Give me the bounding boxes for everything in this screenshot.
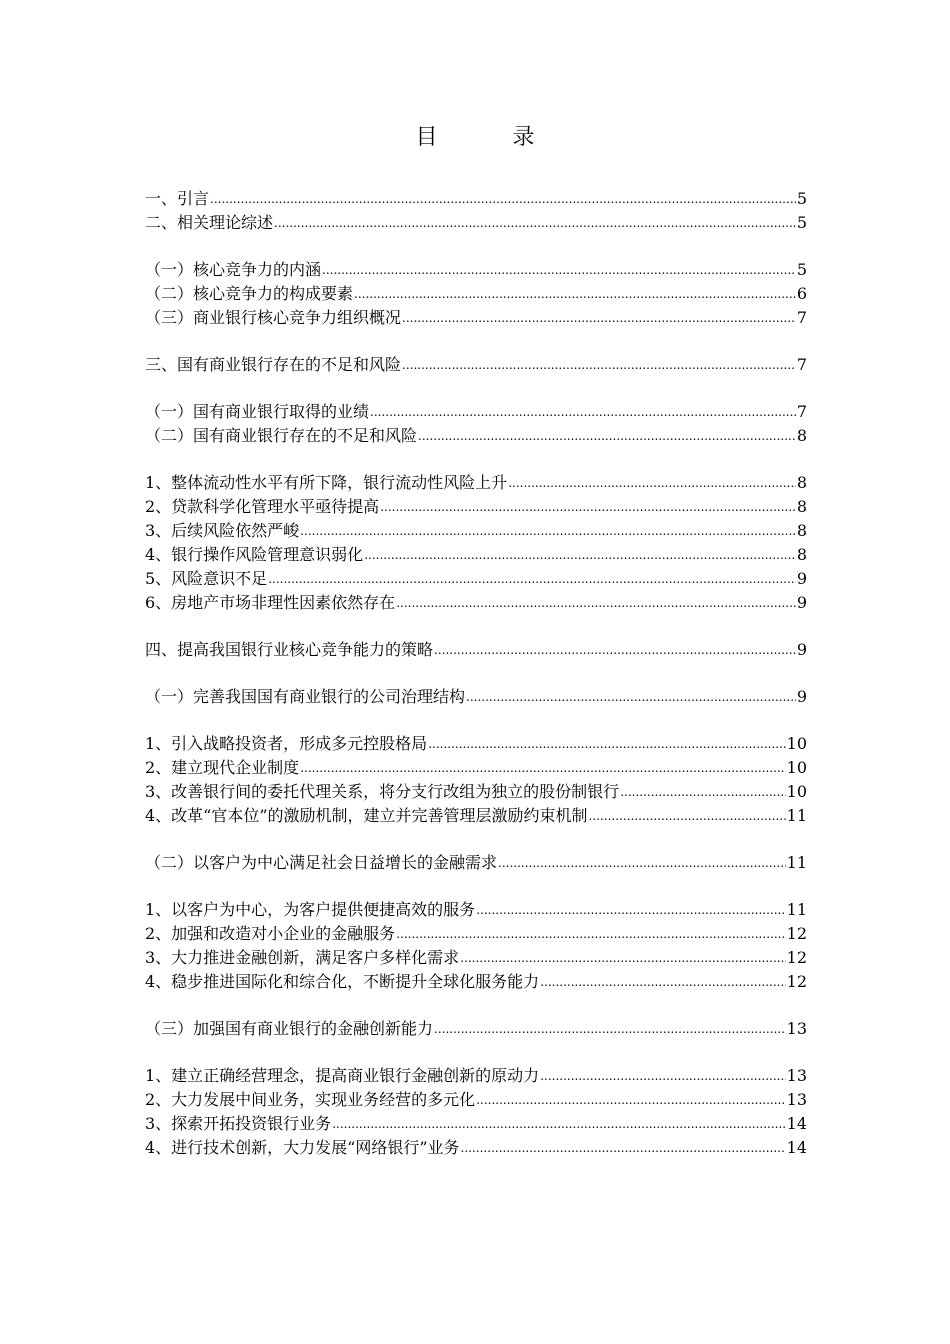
toc-dot-leader	[300, 523, 796, 539]
toc-dot-leader	[620, 784, 785, 800]
toc-dot-leader	[460, 950, 785, 966]
toc-entry-label: 一、引言	[145, 189, 210, 208]
toc-entry-page-number: 13	[786, 1019, 807, 1038]
toc-entry[interactable]	[145, 565, 807, 589]
toc-entry[interactable]	[145, 351, 807, 375]
toc-entry-page-number: 5	[796, 213, 807, 232]
toc-dot-leader	[332, 1116, 785, 1132]
toc-entry[interactable]	[145, 754, 807, 778]
toc-entry-page-number: 13	[786, 1066, 807, 1085]
toc-entry[interactable]	[145, 517, 807, 541]
toc-entry-label: 3、后续风险依然严峻	[145, 521, 300, 540]
toc-entry[interactable]	[145, 636, 807, 660]
toc-entry[interactable]	[145, 1015, 807, 1039]
toc-entry-label: 4、银行操作风险管理意识弱化	[145, 545, 364, 564]
toc-entry-label: 四、提高我国银行业核心竞争能力的策略	[145, 640, 434, 659]
toc-entry-label: （一）国有商业银行取得的业绩	[145, 402, 370, 421]
toc-entry[interactable]	[145, 730, 807, 754]
toc-entry-page-number: 11	[786, 806, 807, 825]
toc-entry[interactable]	[145, 589, 807, 613]
toc-dot-leader	[498, 855, 786, 871]
toc-entry-page-number: 12	[786, 924, 807, 943]
toc-entry-label: 1、整体流动性水平有所下降，银行流动性风险上升	[145, 473, 508, 492]
toc-entry[interactable]	[145, 422, 807, 446]
toc-dot-leader	[274, 215, 796, 231]
toc-entry-page-number: 11	[786, 900, 807, 919]
toc-entry-label: 3、大力推进金融创新，满足客户多样化需求	[145, 948, 460, 967]
toc-dot-leader	[402, 357, 796, 373]
toc-dot-leader	[476, 902, 785, 918]
toc-dot-leader	[589, 808, 786, 824]
toc-entry-label: 2、建立现代企业制度	[145, 758, 300, 777]
toc-entry-label: 2、加强和改造对小企业的金融服务	[145, 924, 396, 943]
toc-entry-page-number: 11	[786, 853, 807, 872]
toc-entry-label: 6、房地产市场非理性因素依然存在	[145, 593, 396, 612]
toc-entry-page-number: 12	[786, 972, 807, 991]
toc-dot-leader	[540, 1068, 785, 1084]
toc-dot-leader	[428, 736, 785, 752]
toc-dot-leader	[210, 191, 796, 207]
toc-entry-label: 3、探索开拓投资银行业务	[145, 1114, 332, 1133]
toc-dot-leader	[418, 428, 796, 444]
toc-entry[interactable]	[145, 968, 807, 992]
toc-entry[interactable]	[145, 398, 807, 422]
toc-dot-leader	[461, 1140, 786, 1156]
toc-entry[interactable]	[145, 1062, 807, 1086]
toc-entry[interactable]	[145, 944, 807, 968]
toc-entry-page-number: 8	[796, 497, 807, 516]
toc-entry-label: 1、建立正确经营理念，提高商业银行金融创新的原动力	[145, 1066, 540, 1085]
toc-entry-page-number: 13	[786, 1090, 807, 1109]
toc-dot-leader	[380, 499, 796, 515]
toc-entry[interactable]	[145, 185, 807, 209]
toc-entry-page-number: 12	[786, 948, 807, 967]
toc-entry[interactable]	[145, 1134, 807, 1158]
toc-entry-page-number: 8	[796, 473, 807, 492]
toc-entry-page-number: 8	[796, 545, 807, 564]
toc-entry-label: 三、国有商业银行存在的不足和风险	[145, 355, 402, 374]
toc-dot-leader	[354, 286, 796, 302]
toc-entry-label: （一）核心竞争力的内涵	[145, 260, 322, 279]
toc-entry-page-number: 9	[796, 640, 807, 659]
toc-entry-label: 4、改革“官本位”的激励机制，建立并完善管理层激励约束机制	[145, 806, 588, 825]
toc-dot-leader	[466, 689, 796, 705]
toc-entry-page-number: 8	[796, 521, 807, 540]
toc-entry-label: （二）国有商业银行存在的不足和风险	[145, 426, 418, 445]
toc-entry-page-number: 9	[796, 569, 807, 588]
toc-dot-leader	[268, 571, 796, 587]
toc-entry[interactable]	[145, 469, 807, 493]
toc-entry-page-number: 10	[786, 782, 807, 801]
toc-entry[interactable]	[145, 1086, 807, 1110]
toc-entry-label: （三）加强国有商业银行的金融创新能力	[145, 1019, 434, 1038]
toc-entry-label: 4、进行技术创新，大力发展“网络银行”业务	[145, 1138, 460, 1157]
toc-entry-page-number: 5	[796, 260, 807, 279]
table-of-contents	[145, 185, 807, 1158]
toc-entry-page-number: 6	[796, 284, 807, 303]
toc-dot-leader	[300, 760, 785, 776]
toc-entry[interactable]	[145, 849, 807, 873]
toc-entry-label: （二）以客户为中心满足社会日益增长的金融需求	[145, 853, 498, 872]
toc-entry-page-number: 7	[796, 355, 807, 374]
toc-entry-label: （一）完善我国国有商业银行的公司治理结构	[145, 687, 466, 706]
toc-entry-page-number: 14	[786, 1114, 807, 1133]
toc-entry[interactable]	[145, 683, 807, 707]
toc-entry-label: 1、引入战略投资者，形成多元控股格局	[145, 734, 428, 753]
toc-entry-label: （三）商业银行核心竞争力组织概况	[145, 308, 402, 327]
toc-entry[interactable]	[145, 209, 807, 233]
toc-entry[interactable]	[145, 493, 807, 517]
toc-entry-page-number: 5	[796, 189, 807, 208]
toc-dot-leader	[396, 595, 796, 611]
page-title: 目 录	[415, 125, 569, 150]
toc-entry-page-number: 10	[786, 758, 807, 777]
toc-dot-leader	[434, 1021, 786, 1037]
toc-entry[interactable]	[145, 802, 807, 826]
toc-entry-page-number: 7	[796, 308, 807, 327]
toc-entry[interactable]	[145, 778, 807, 802]
toc-dot-leader	[396, 926, 785, 942]
toc-entry-label: 4、稳步推进国际化和综合化，不断提升全球化服务能力	[145, 972, 540, 991]
toc-entry[interactable]	[145, 256, 807, 280]
toc-entry-label: 2、贷款科学化管理水平亟待提高	[145, 497, 380, 516]
toc-entry[interactable]	[145, 920, 807, 944]
toc-entry-page-number: 9	[796, 687, 807, 706]
toc-entry[interactable]	[145, 896, 807, 920]
toc-entry[interactable]	[145, 280, 807, 304]
toc-dot-leader	[508, 475, 796, 491]
toc-dot-leader	[402, 310, 796, 326]
toc-dot-leader	[434, 642, 796, 658]
toc-entry-page-number: 7	[796, 402, 807, 421]
toc-entry-page-number: 8	[796, 426, 807, 445]
toc-dot-leader	[364, 547, 796, 563]
toc-entry-label: 1、以客户为中心，为客户提供便捷高效的服务	[145, 900, 476, 919]
toc-entry[interactable]	[145, 304, 807, 328]
toc-entry-page-number: 9	[796, 593, 807, 612]
toc-entry-label: 5、风险意识不足	[145, 569, 268, 588]
toc-dot-leader	[540, 974, 785, 990]
toc-dot-leader	[370, 404, 796, 420]
toc-entry[interactable]	[145, 1110, 807, 1134]
toc-dot-leader	[476, 1092, 785, 1108]
toc-entry-label: （二）核心竞争力的构成要素	[145, 284, 354, 303]
toc-entry-label: 2、大力发展中间业务，实现业务经营的多元化	[145, 1090, 476, 1109]
toc-entry-page-number: 14	[786, 1138, 807, 1157]
toc-entry[interactable]	[145, 541, 807, 565]
toc-dot-leader	[322, 262, 796, 278]
toc-entry-label: 二、相关理论综述	[145, 213, 274, 232]
toc-entry-label: 3、改善银行间的委托代理关系，将分支行改组为独立的股份制银行	[145, 782, 620, 801]
toc-entry-page-number: 10	[786, 734, 807, 753]
